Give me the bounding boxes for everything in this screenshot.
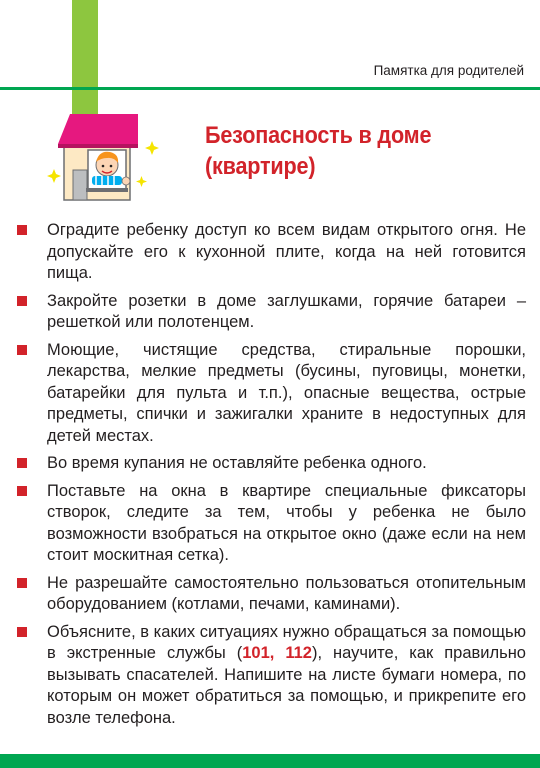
list-item [16,622,526,730]
title-line-2: (квартире) [205,153,316,180]
red-square-bullet-icon [17,345,27,355]
red-square-bullet-icon [17,296,27,306]
list-item-text-before: Объясните, в каких ситуациях нужно обращаться за помощью в экстренные службы ( [47,622,526,662]
list-item-text: Оградите ребенку доступ ко всем видам открытого огня. Не допускайте его к кухонной плите, когда на ней готовится пища. [47,221,526,282]
header-divider [0,87,540,90]
list-item [16,453,526,475]
house-child-illustration [44,112,164,202]
list-item-text: Закройте розетки в доме заглушками, горячие батареи – решеткой или полотенцем. [47,291,526,331]
red-square-bullet-icon [17,458,27,468]
red-square-bullet-icon [17,578,27,588]
emergency-numbers: 101, 112 [242,644,312,662]
list-item [16,220,526,285]
list-item [16,573,526,616]
red-square-bullet-icon [17,486,27,496]
list-item [16,291,526,334]
list-item-text: Моющие, чистящие средства, стиральные порошки, лекарства, мелкие предметы (бусины, пуговицы, монетки, батарейки для пульта и т.п.), опасные вещества, острые предметы, спички и зажигалки храните в недоступных для детей местах. [47,340,526,445]
list-item [16,340,526,448]
red-square-bullet-icon [17,225,27,235]
header-label: Памятка для родителей [373,63,524,78]
list-item-text-after: ), научите, как правильно вызывать спасателей. Напишите на листе бумаги номера, по которым он может обратиться за помощью, и прикрепите его возле телефона. [47,644,526,727]
page-title [205,120,431,182]
footer-bar [0,754,540,768]
list-item-text: Не разрешайте самостоятельно пользоваться отопительным оборудованием (котлами, печами, каминами). [47,573,526,613]
title-line-1: Безопасность в доме [205,122,432,149]
list-item [16,481,526,567]
safety-tips-list [16,220,526,735]
red-square-bullet-icon [17,627,27,637]
list-item-text: Поставьте на окна в квартире специальные фиксаторы створок, следите за тем, чтобы у ребенка не было возможности взобраться на открытое окно (даже если на нем стоит москитная сетка). [47,481,526,564]
list-item-text: Во время купания не оставляйте ребенка одного. [47,454,427,472]
